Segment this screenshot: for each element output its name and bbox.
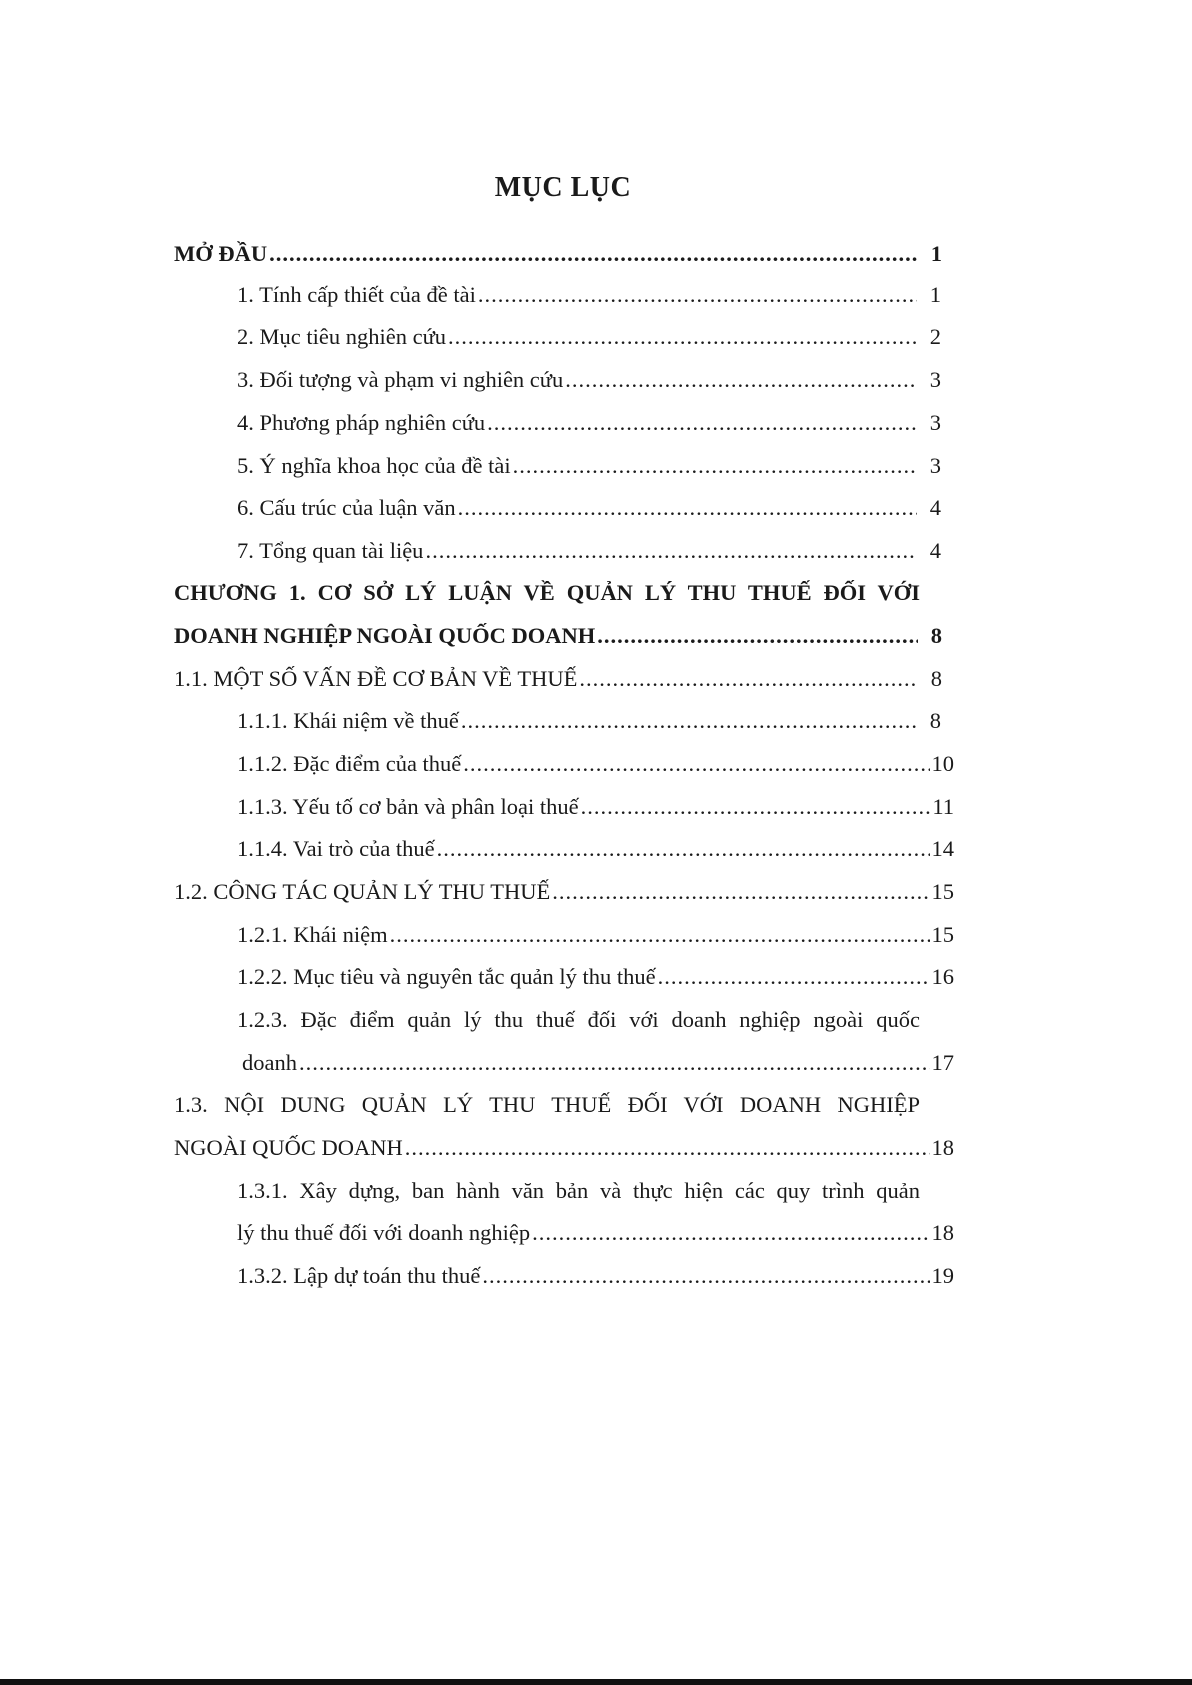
toc-entry[interactable] [174,664,942,694]
toc-page-number: 15 [931,879,954,904]
toc-leader-dots [579,664,918,694]
toc-entry-label-line[interactable]: 1.3. NỘI DUNG QUẢN LÝ THU THUẾ ĐỐI VỚI DOANH NGHIỆP [174,1092,920,1117]
toc-entry-label: 7. Tổng quan tài liệu [237,538,424,563]
toc-entry-label: 3. Đối tượng và phạm vi nghiên cứu [237,367,564,392]
toc-leader-dots [448,322,917,352]
toc-entry[interactable] [237,792,954,822]
toc-page-number: 11 [932,794,954,819]
toc-leader-dots [461,706,917,736]
toc-entry-label: 1. Tính cấp thiết của đề tài [237,282,476,307]
toc-entry[interactable] [237,834,954,864]
toc-entry[interactable] [237,280,941,310]
toc-entry-label: 1.2.1. Khái niệm [237,922,388,947]
toc-entry-label: lý thu thuế đối với doanh nghiệp [237,1220,531,1245]
toc-page-number: 15 [931,922,954,947]
toc-entry-label: 1.1.4. Vai trò của thuế [237,836,435,861]
toc-entry[interactable] [242,1048,954,1078]
toc-leader-dots [581,792,930,822]
toc-entry-label: 2. Mục tiêu nghiên cứu [237,324,447,349]
toc-entry-label: 1.2. CÔNG TÁC QUẢN LÝ THU THUẾ [174,879,551,904]
toc-entry-label: 5. Ý nghĩa khoa học của đề tài [237,453,511,478]
toc-leader-dots [597,621,918,651]
toc-entry-label: 4. Phương pháp nghiên cứu [237,410,486,435]
toc-entry-label: 1.1.2. Đặc điểm của thuế [237,751,462,776]
toc-page-number: 10 [931,751,954,776]
toc-entry[interactable] [237,1261,954,1291]
toc-leader-dots [487,408,917,438]
toc-leader-dots [478,280,917,310]
toc-entry-label: 1.2.2. Mục tiêu và nguyên tắc quản lý thu thuế [237,964,656,989]
toc-entry-label-line[interactable]: 1.2.3. Đặc điểm quản lý thu thuế đối với doanh nghiệp ngoài quốc [237,1007,920,1032]
toc-page-number: 17 [931,1050,954,1075]
toc-page-number: 2 [929,324,941,349]
toc-entry-label: doanh [242,1050,297,1075]
toc-page-number: 3 [929,410,941,435]
toc-entry-label: 1.1.1. Khái niệm về thuế [237,708,459,733]
toc-leader-dots [437,834,930,864]
toc-page-number: 3 [929,453,941,478]
toc-entry[interactable] [237,1218,954,1248]
toc-entry-label: MỞ ĐẦU [174,241,268,266]
toc-entry-label-line[interactable]: 1.3.1. Xây dựng, ban hành văn bản và thực hiện các quy trình quản [237,1178,920,1203]
toc-page-number: 14 [931,836,954,861]
toc-entry[interactable] [237,493,941,523]
toc-entry[interactable] [174,877,954,907]
toc-entry[interactable] [237,408,941,438]
toc-entry-label: 1.3.2. Lập dự toán thu thuế [237,1263,481,1288]
toc-entry[interactable] [174,621,942,651]
toc-entry-label: NGOÀI QUỐC DOANH [174,1135,403,1160]
toc-entry[interactable] [237,536,941,566]
toc-leader-dots [658,962,930,992]
toc-leader-dots [299,1048,930,1078]
toc-entry[interactable] [174,239,942,269]
toc-page-number: 1 [929,282,941,307]
toc-page-number: 1 [930,241,942,266]
toc-entry[interactable] [237,322,941,352]
toc-leader-dots [269,239,918,269]
toc-chapter-heading[interactable]: CHƯƠNG 1. CƠ SỞ LÝ LUẬN VỀ QUẢN LÝ THU THUẾ ĐỐI VỚI [174,580,920,605]
toc-page-number: 19 [931,1263,954,1288]
toc-entry[interactable] [237,451,941,481]
toc-page-number: 8 [930,666,942,691]
toc-leader-dots [565,365,917,395]
toc-page-number: 18 [931,1220,954,1245]
toc-leader-dots [458,493,917,523]
toc-page-number: 16 [931,964,954,989]
toc-leader-dots [552,877,929,907]
toc-page-number: 4 [929,495,941,520]
toc-entry-label: 1.1.3. Yếu tố cơ bản và phân loại thuế [237,794,579,819]
toc-page-number: 3 [929,367,941,392]
toc-entry-label: 6. Cấu trúc của luận văn [237,495,456,520]
toc-entry[interactable] [237,706,941,736]
toc-entry[interactable] [237,749,954,779]
page-title: MỤC LỤC [494,172,632,203]
toc-entry-label: DOANH NGHIỆP NGOÀI QUỐC DOANH [174,623,596,648]
toc-leader-dots [532,1218,929,1248]
toc-entry[interactable] [237,962,954,992]
toc-page-number: 4 [929,538,941,563]
page-bottom-border [0,1679,1192,1685]
toc-entry[interactable] [237,920,954,950]
toc-leader-dots [513,451,917,481]
toc-leader-dots [463,749,929,779]
toc-entry[interactable] [237,365,941,395]
toc-leader-dots [390,920,930,950]
toc-leader-dots [405,1133,930,1163]
toc-page-number: 8 [930,623,942,648]
toc-leader-dots [425,536,917,566]
toc-entry[interactable] [174,1133,954,1163]
toc-page-number: 18 [931,1135,954,1160]
toc-leader-dots [482,1261,929,1291]
toc-page-number: 8 [929,708,941,733]
toc-entry-label: 1.1. MỘT SỐ VẤN ĐỀ CƠ BẢN VỀ THUẾ [174,666,578,691]
